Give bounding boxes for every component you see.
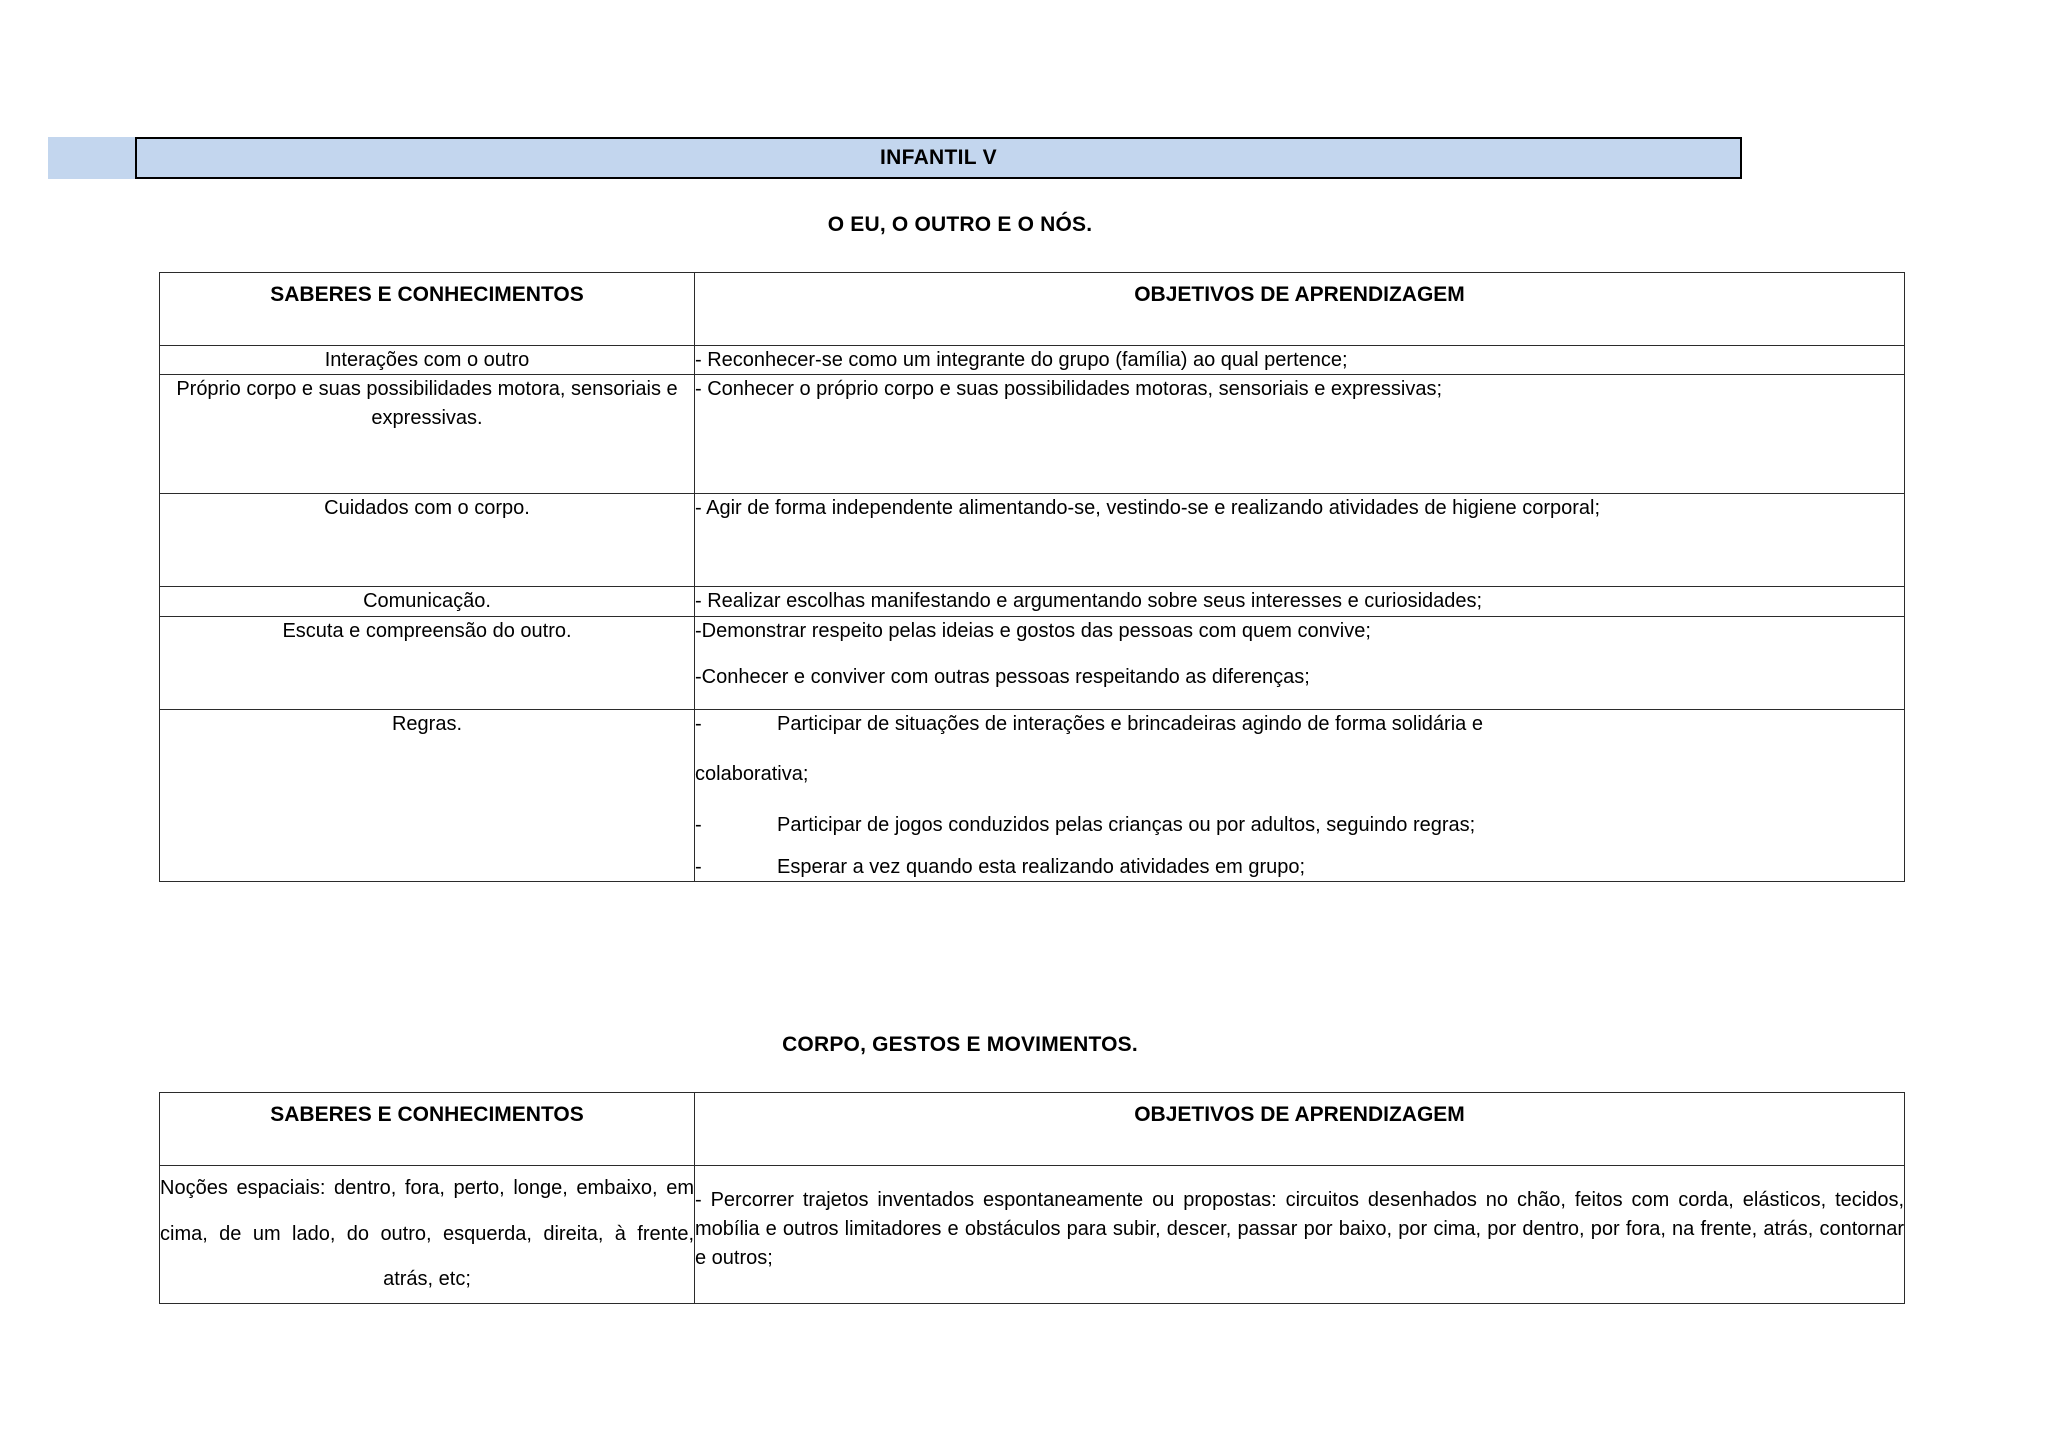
section-title-corpo-gestos-e-movimentos: CORPO, GESTOS E MOVIMENTOS. — [782, 1033, 1138, 1056]
objective-item: -Demonstrar respeito pelas ideias e gostos das pessoas com quem convive; — [695, 619, 1371, 642]
objective-dash-item — [695, 811, 1904, 839]
table-row — [160, 587, 1905, 616]
objective-dash-item — [695, 710, 1904, 738]
objective-item: - Realizar escolhas manifestando e argumentando sobre seus interesses e curiosidades; — [695, 590, 1483, 613]
objective-continuation: colaborativa; — [695, 763, 809, 786]
cell-objetivos — [695, 709, 1905, 882]
column-header-saberes: SABERES E CONHECIMENTOS — [160, 1093, 695, 1166]
table-row — [160, 616, 1905, 709]
dash-text: Participar de jogos conduzidos pelas crianças ou por adultos, seguindo regras; — [777, 813, 1476, 836]
table-o-eu-o-outro-e-o-nos — [159, 272, 1905, 882]
section-title-o-eu-o-outro-e-o-nos: O EU, O OUTRO E O NÓS. — [827, 213, 1093, 236]
dash-text: Esperar a vez quando esta realizando atividades em grupo; — [777, 855, 1306, 878]
column-header-objetivos: OBJETIVOS DE APRENDIZAGEM — [695, 1093, 1905, 1166]
objective-dash-item — [695, 853, 1904, 881]
table-row — [160, 1166, 1905, 1304]
banner-box — [135, 137, 1742, 179]
table-row — [160, 346, 1905, 375]
dash-text: Participar de situações de interações e brincadeiras agindo de forma solidária e — [777, 712, 1483, 735]
cell-saberes: Interações com o outro — [160, 346, 695, 375]
cell-objetivos — [695, 587, 1905, 616]
column-header-objetivos: OBJETIVOS DE APRENDIZAGEM — [695, 273, 1905, 346]
dash-marker: - — [695, 813, 702, 836]
objective-item: - Conhecer o próprio corpo e suas possibilidades motoras, sensoriais e expressivas; — [695, 378, 1443, 401]
table-row — [160, 375, 1905, 494]
objective-item: - Percorrer trajetos inventados espontaneamente ou propostas: circuitos desenhados no chão, feitos com corda, elásticos, tecidos, mobília e outros limitadores e obstáculos para subir, descer, passar por baixo, por cima, por dentro, por fora, na frente, atrás, contornar e outros; — [695, 1189, 1904, 1269]
cell-saberes: Comunicação. — [160, 587, 695, 616]
cell-saberes: Regras. — [160, 709, 695, 882]
cell-saberes: Noções espaciais: dentro, fora, perto, longe, embaixo, em cima, de um lado, do outro, esquerda, direita, à frente, atrás, etc; — [160, 1166, 695, 1304]
cell-objetivos — [695, 1166, 1905, 1304]
column-header-saberes: SABERES E CONHECIMENTOS — [160, 273, 695, 346]
table-corpo-gestos-e-movimentos — [159, 1092, 1905, 1304]
objective-item: -Conhecer e conviver com outras pessoas respeitando as diferenças; — [695, 666, 1310, 689]
banner-title: INFANTIL V — [880, 146, 997, 169]
cell-saberes: Próprio corpo e suas possibilidades motora, sensoriais e expressivas. — [160, 375, 695, 494]
cell-saberes: Cuidados com o corpo. — [160, 494, 695, 587]
dash-marker: - — [695, 855, 702, 878]
cell-saberes: Escuta e compreensão do outro. — [160, 616, 695, 709]
dash-marker: - — [695, 712, 702, 735]
table-row — [160, 494, 1905, 587]
table-header-row — [160, 1093, 1905, 1166]
infantil-banner — [48, 137, 1742, 179]
cell-objetivos — [695, 616, 1905, 709]
cell-objetivos — [695, 346, 1905, 375]
objective-item: - Reconhecer-se como um integrante do grupo (família) ao qual pertence; — [695, 349, 1348, 371]
table-row — [160, 709, 1905, 882]
objective-item: - Agir de forma independente alimentando-se, vestindo-se e realizando atividades de higiene corporal; — [695, 497, 1601, 520]
cell-objetivos — [695, 494, 1905, 587]
cell-objetivos — [695, 375, 1905, 494]
table-header-row — [160, 273, 1905, 346]
